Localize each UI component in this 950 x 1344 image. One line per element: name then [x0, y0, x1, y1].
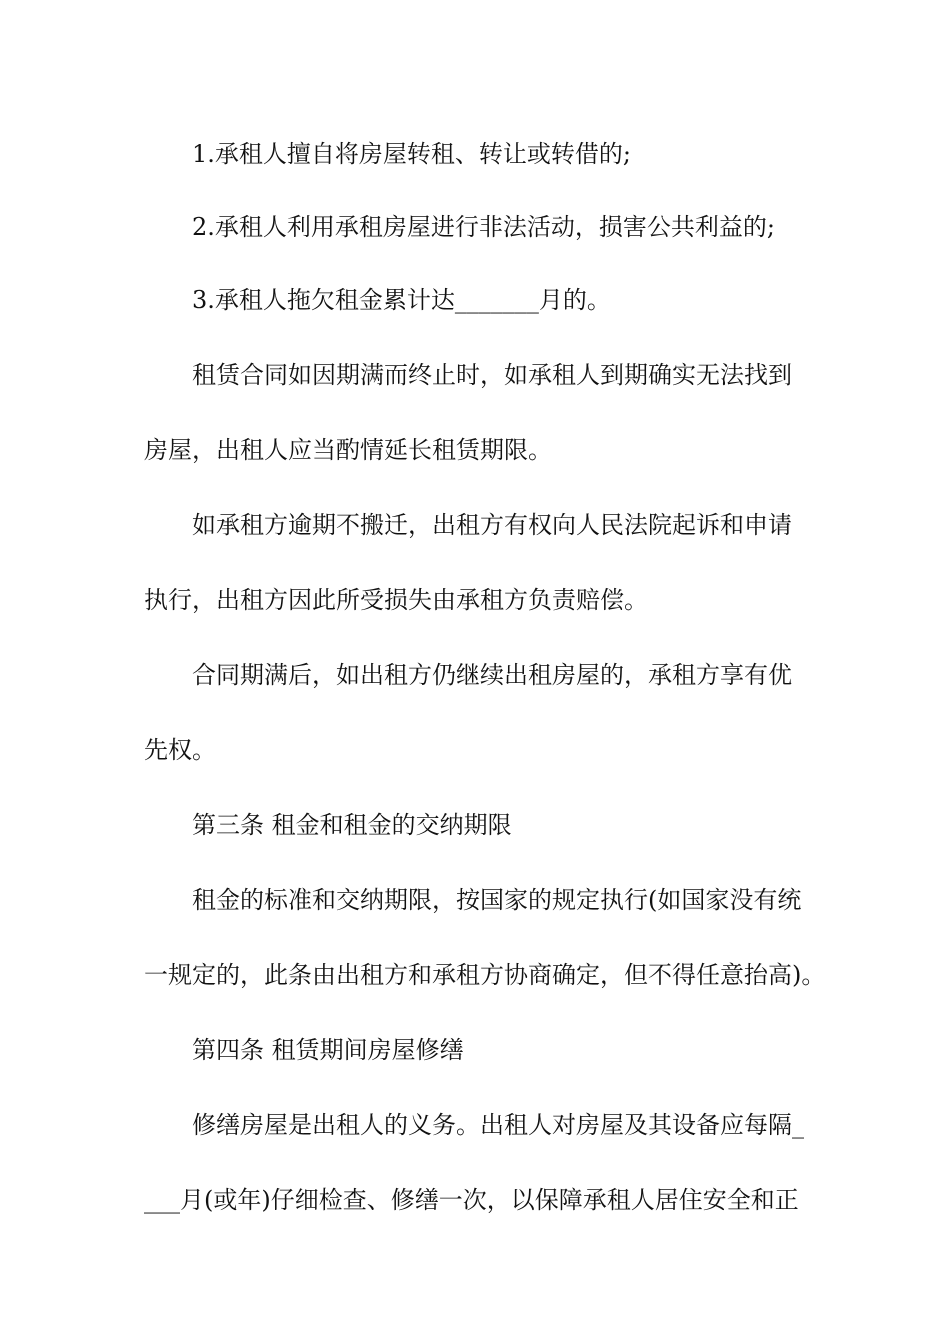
paragraph-line: 合同期满后，如出租方仍继续出租房屋的，承租方享有优 [192, 661, 792, 689]
paragraph-line: 修缮房屋是出租人的义务。出租人对房屋及其设备应每隔_ [192, 1111, 804, 1139]
clause-item-2: 2.承租人利用承租房屋进行非法活动，损害公共利益的; [192, 213, 775, 241]
paragraph-line: ___月(或年)仔细检查、修缮一次，以保障承租人居住安全和正 [144, 1186, 799, 1214]
clause-item-3: 3.承租人拖欠租金累计达_______月的。 [192, 286, 611, 314]
paragraph-line: 租赁合同如因期满而终止时，如承租人到期确实无法找到 [192, 361, 792, 389]
clause-item-1: 1.承租人擅自将房屋转租、转让或转借的; [192, 140, 631, 168]
paragraph-line: 房屋，出租人应当酌情延长租赁期限。 [144, 436, 552, 464]
article-heading-4: 第四条 租赁期间房屋修缮 [192, 1036, 464, 1064]
paragraph-line: 租金的标准和交纳期限，按国家的规定执行(如国家没有统 [192, 886, 802, 914]
article-heading-3: 第三条 租金和租金的交纳期限 [192, 811, 512, 839]
paragraph-line: 先权。 [144, 736, 216, 764]
paragraph-line: 如承租方逾期不搬迁，出租方有权向人民法院起诉和申请 [192, 511, 792, 539]
paragraph-line: 一规定的，此条由出租方和承租方协商确定，但不得任意抬高)。 [144, 961, 826, 989]
paragraph-line: 执行，出租方因此所受损失由承租方负责赔偿。 [144, 586, 648, 614]
